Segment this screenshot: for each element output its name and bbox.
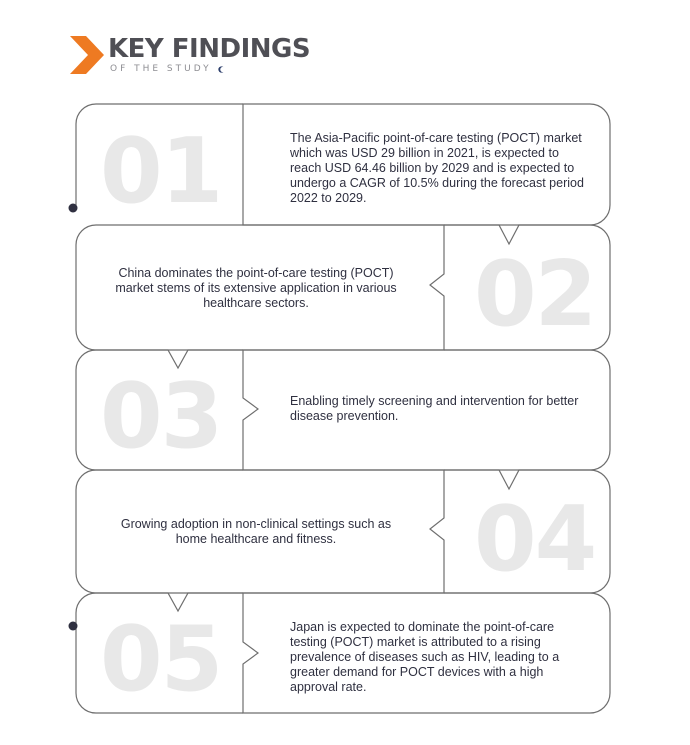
page-title: KEY FINDINGS bbox=[108, 34, 311, 64]
finding-number-3: 03 bbox=[100, 364, 222, 469]
finding-text-2: China dominates the point-of-care testing (POCT) market stems of its extensive application in various healthcare sectors. bbox=[115, 266, 397, 310]
finding-number-5: 05 bbox=[100, 607, 222, 712]
finding-text-3: Enabling timely screening and intervention for better disease prevention. bbox=[290, 394, 579, 423]
page-subtitle: OF THE STUDY bbox=[110, 64, 212, 74]
finding-text-4: Growing adoption in non-clinical settings such as home healthcare and fitness. bbox=[120, 517, 392, 546]
finding-number-4: 04 bbox=[474, 487, 596, 592]
finding-text-1: The Asia-Pacific point-of-care testing (POCT) market which was USD 29 billion in 2021, is expected to reach USD 64.46 billion by 2029 and is expected to undergo a CAGR of 10.5% during the forecast period 2022 to 2029. bbox=[290, 131, 584, 205]
finding-text-5: Japan is expected to dominate the point-of-care testing (POCT) market is attributed to a rising prevalence of diseases such as HIV, leading to a greater demand for POCT devices with a high approval rate. bbox=[290, 620, 560, 694]
timeline-dot-top bbox=[69, 204, 78, 213]
timeline-dot-bottom bbox=[69, 622, 78, 631]
finding-number-2: 02 bbox=[474, 242, 596, 347]
finding-number-1: 01 bbox=[100, 119, 222, 224]
